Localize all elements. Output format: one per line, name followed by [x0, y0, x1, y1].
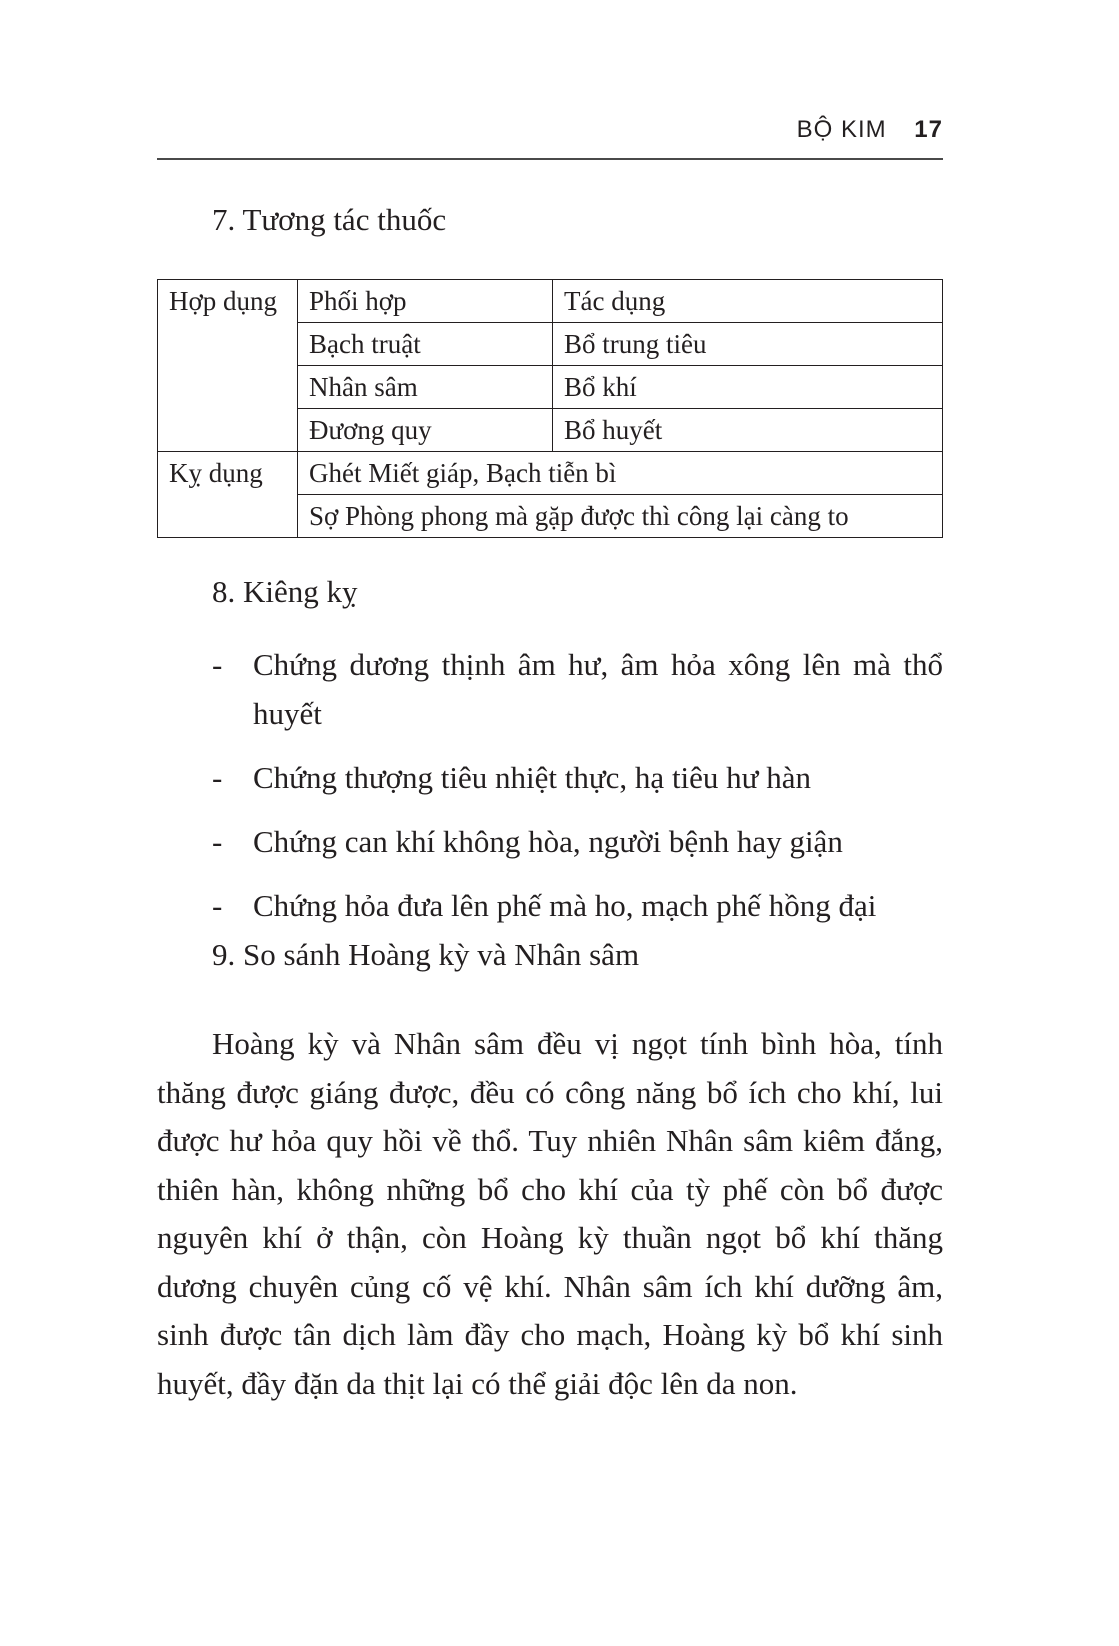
list-item-text: Chứng can khí không hòa, người bệnh hay giận — [253, 824, 843, 859]
list-item — [157, 817, 943, 866]
running-title: BỘ KIM — [796, 116, 887, 143]
section-7-heading: 7. Tương tác thuốc — [212, 202, 447, 237]
dash-marker: - — [212, 647, 223, 682]
table-row — [158, 452, 943, 495]
ky-dung-label: Kỵ dụng — [158, 452, 298, 538]
effect-cell: Bổ trung tiêu — [553, 323, 943, 366]
list-item — [157, 881, 943, 930]
list-item — [157, 753, 943, 802]
effect-cell: Bổ khí — [553, 366, 943, 409]
combo-cell: Bạch truật — [298, 323, 553, 366]
drug-interaction-table — [157, 279, 943, 538]
dash-marker: - — [212, 888, 223, 923]
dash-marker: - — [212, 760, 223, 795]
page-number: 17 — [914, 116, 943, 143]
hop-dung-label: Hợp dụng — [158, 280, 298, 452]
combo-cell: Đương quy — [298, 409, 553, 452]
list-item — [157, 640, 943, 738]
list-item-text: Chứng dương thịnh âm hư, âm hỏa xông lên mà thổ huyết — [253, 647, 943, 731]
table-row — [158, 280, 943, 323]
contraindication-list — [157, 640, 943, 945]
column-header-effect: Tác dụng — [553, 280, 943, 323]
ky-dung-item: Sợ Phòng phong mà gặp được thì công lại càng to — [298, 495, 943, 538]
combo-cell: Nhân sâm — [298, 366, 553, 409]
dash-marker: - — [212, 824, 223, 859]
section-9-heading: 9. So sánh Hoàng kỳ và Nhân sâm — [212, 937, 640, 972]
list-item-text: Chứng thượng tiêu nhiệt thực, hạ tiêu hư hàn — [253, 760, 811, 795]
list-item-text: Chứng hỏa đưa lên phế mà ho, mạch phế hồng đại — [253, 888, 877, 923]
column-header-combo: Phối hợp — [298, 280, 553, 323]
page-header — [157, 112, 943, 160]
comparison-paragraph: Hoàng kỳ và Nhân sâm đều vị ngọt tính bình hòa, tính thăng được giáng được, đều có công năng bổ ích cho khí, lui được hư hỏa quy hồi về thổ. Tuy nhiên Nhân sâm kiêm đắng, thiên hàn, không những bổ cho khí của tỳ phế còn bổ được nguyên khí ở thận, còn Hoàng kỳ thuần ngọt bổ khí thăng dương chuyên củng cố vệ khí. Nhân sâm ích khí dưỡng âm, sinh được tân dịch làm đầy cho mạch, Hoàng kỳ bổ khí sinh huyết, đầy đặn da thịt lại có thể giải độc lên da non. — [157, 1026, 943, 1401]
effect-cell: Bổ huyết — [553, 409, 943, 452]
ky-dung-item: Ghét Miết giáp, Bạch tiễn bì — [298, 452, 943, 495]
header-text — [797, 116, 943, 144]
section-8-heading: 8. Kiêng kỵ — [212, 574, 358, 609]
